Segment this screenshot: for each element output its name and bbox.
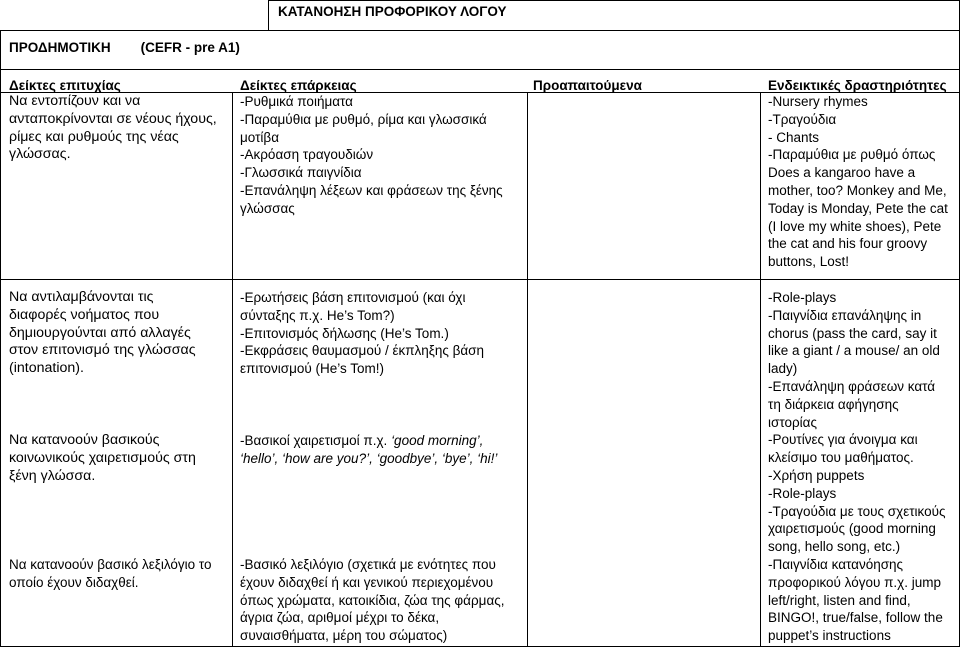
row1-competence-cell [240,93,503,218]
text-line: στον επιτονισμό της γλώσσας [9,342,196,359]
text-line: like a giant / a mouse/ an old [768,343,940,359]
text-line: puppet’s instructions [768,628,891,644]
text-line: -Επανάληψη λέξεων και φράσεων της ξένης [240,182,503,198]
text-line: επιτονισμού (He’s Tom!) [240,361,384,377]
text-line: the cat and his four groovy [768,236,928,252]
header-success-indicators: Δείκτες επιτυχίας [9,78,121,93]
text-line: συναισθήματα, μέρη του σώματος) [240,628,448,644]
level-row [9,40,240,55]
text-line: κλείσιμο του μαθήματος. [768,450,914,466]
text-line: ανταποκρίνονται σε νέους ήχους, [9,110,217,127]
text-line: chorus (pass the card, say it [768,325,937,341]
text-line: mother, too? Monkey and Me, [768,182,947,198]
text-line: ‘hello’, ‘how are you?’, ‘goodbye’, ‘bye’, ‘hi!’ [240,450,498,466]
row1-activities-cell [768,93,948,271]
text-line: BINGO!, true/false, follow the [768,610,943,626]
table-border-top [268,0,960,1]
text-fragment: -Βασικοί χαιρετισμοί π.χ. [240,433,392,448]
col-line-3 [760,92,761,647]
text-line: -Επιτονισμός δήλωσης (He’s Tom.) [240,325,449,341]
row2-competence-greetings [240,432,497,468]
level-label: ΠΡΟΔΗΜΟΤΙΚΗ [9,40,111,55]
table-border-bottom [0,646,960,647]
text-line: Today is Monday, Pete the cat [768,200,948,216]
text-line: Να εντοπίζουν και να [9,93,141,109]
text-line: -Ρυθμικά ποιήματα [240,94,353,109]
text-line: τη διάρκεια αφήγησης [768,396,899,412]
text-line: Να κατανοούν βασικούς [9,432,160,448]
page-title: ΚΑΤΑΝΟΗΣΗ ΠΡΟΦΟΡΙΚΟΥ ΛΟΓΟΥ [278,4,507,19]
text-line: buttons, Lost! [768,254,850,270]
text-line: άγρια ζώα, αριθμοί μέχρι το δέκα, [240,610,440,626]
title-left-line [268,0,269,31]
text-line: έχουν διδαχθεί ή και γενικού περιεχομένου [240,574,494,590]
text-line: προφορικού λόγου π.χ. jump [768,574,942,590]
text-line: ιστορίας [768,414,817,430]
text-line: -Εκφράσεις θαυμασμού / έκπληξης βάση [240,343,485,359]
header-indicative-activities: Ενδεικτικές δραστηριότητες [768,78,947,93]
text-line: ρίμες και ρυθμούς της νέας [9,128,179,145]
level-row-bottom-line [0,69,960,70]
text-line: διαφορές νοήματος που [9,306,160,323]
text-line: οποίο έχουν διδαχθεί. [9,574,139,590]
text-line: -Γλωσσικά παιγνίδια [240,165,362,181]
text-line: lady) [768,361,798,377]
col-line-2 [527,92,528,647]
text-line: σύνταξης π.χ. He’s Tom?) [240,307,395,323]
text-line: ξένη γλώσσα. [9,467,96,484]
col-line-1 [232,92,233,647]
title-row-bottom-line [0,30,960,31]
row2-success-intonation [9,289,196,378]
row2-success-vocabulary [9,556,212,592]
text-line: μοτίβα [240,129,279,145]
row2-competence-vocabulary [240,556,505,645]
text-line: Να αντιλαμβάνονται τις [9,289,154,305]
row2-competence-intonation [240,289,484,378]
text-line: -Παιγνίδια επανάληψης in [768,307,922,323]
text-fragment-italic: ‘good morning’, [391,433,484,448]
header-competence-indicators: Δείκτες επάρκειας [240,78,357,93]
header-prerequisites: Προαπαιτούμενα [533,78,642,93]
text-line: left/right, listen and find, [768,592,911,608]
text-line: -Role-plays [768,290,837,305]
row1-success-cell [9,93,217,164]
text-line: -Παραμύθια με ρυθμό, ρίμα και γλωσσικά [240,111,487,127]
row2-activities-cell [768,289,946,645]
text-line: -Επανάληψη φράσεων κατά [768,378,936,394]
text-line: -Βασικό λεξιλόγιο (σχετικά με ενότητες που [240,557,496,572]
text-line: γλώσσας. [9,146,71,163]
text-line: Does a kangaroo have a [768,165,916,181]
text-line [240,432,497,450]
row2-success-greetings [9,432,196,485]
cefr-label: (CEFR - pre A1) [140,40,240,55]
text-line: -Παραμύθια με ρυθμό όπως [768,147,936,163]
text-line: -Ρουτίνες για άνοιγμα και [768,432,918,448]
text-line: -Τραγούδια με τους σχετικούς [768,503,946,519]
text-line: -Τραγούδια [768,111,837,127]
text-line: (I love my white shoes), Pete [768,218,942,234]
text-line: όπως χρώματα, κατοικίδια, ζώα της φάρμας, [240,592,505,608]
text-line: -Nursery rhymes [768,94,868,109]
text-line: δημιουργούνται από αλλαγές [9,324,191,341]
text-line: χαιρετισμούς (good morning [768,521,936,537]
text-line: -Χρήση puppets [768,467,865,483]
text-line: -Role-plays [768,485,837,501]
text-line: -Παιγνίδια κατανόησης [768,556,904,572]
table-border-left [0,30,1,647]
text-line: γλώσσας [240,200,295,216]
text-line: -Ερωτήσεις βάση επιτονισμού (και όχι [240,290,466,305]
text-line: κοινωνικούς χαιρετισμούς στη [9,449,196,466]
text-line: - Chants [768,129,820,145]
text-line: -Ακρόαση τραγουδιών [240,147,374,163]
text-line: (intonation). [9,360,84,377]
row1-bottom-line [0,279,960,280]
text-line: Να κατανοούν βασικό λεξιλόγιο το [9,557,212,572]
text-line: song, hello song, etc.) [768,539,901,555]
